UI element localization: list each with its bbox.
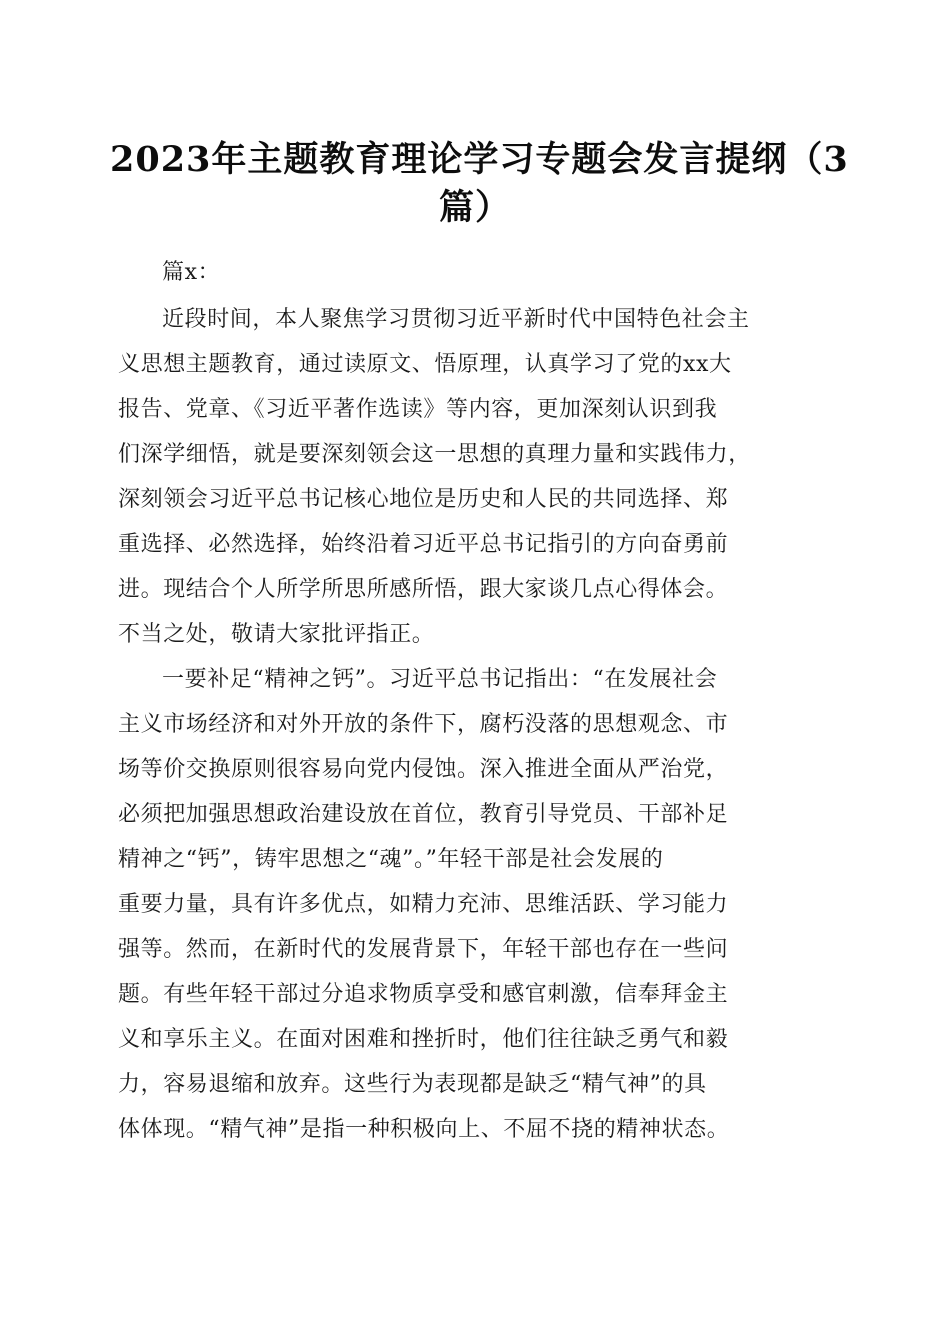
paragraph-1-line: 深刻领会习近平总书记核心地位是历史和人民的共同选择、郑 — [118, 487, 729, 512]
paragraph-1-line: 近段时间，本人聚焦学习贯彻习近平新时代中国特色社会主 — [162, 307, 750, 332]
paragraph-1-line: 重选择、必然选择，始终沿着习近平总书记指引的方向奋勇前 — [118, 532, 729, 557]
paragraph-2-line: 一要补足“精神之钙”。习近平总书记指出：“在发展社会 — [162, 667, 718, 692]
paragraph-2 — [118, 657, 833, 1152]
paragraph-1-line: 们深学细悟，就是要深刻领会这一思想的真理力量和实践伟力， — [118, 442, 751, 467]
paragraph-1-line: 报告、党章、《习近平著作选读》等内容，更加深刻认识到我 — [118, 397, 718, 422]
paragraph-2-line: 体体现。“精气神”是指一种积极向上、不屈不挠的精神状态。 — [118, 1117, 730, 1142]
paragraph-1-line: 义思想主题教育，通过读原文、悟原理，认真学习了党的xx大 — [118, 352, 732, 377]
paragraph-2-line: 必须把加强思想政治建设放在首位，教育引导党员、干部补足 — [118, 802, 729, 827]
paragraph-2-line: 义和享乐主义。在面对困难和挫折时，他们往往缺乏勇气和毅 — [118, 1027, 729, 1052]
paragraph-2-line: 场等价交换原则很容易向党内侵蚀。深入推进全面从严治党， — [118, 757, 729, 782]
paragraph-1-line: 不当之处，敬请大家批评指正。 — [118, 622, 435, 647]
paragraph-2-line: 题。有些年轻干部过分追求物质享受和感官刺激，信奉拜金主 — [118, 982, 729, 1007]
paragraph-2-line: 强等。然而，在新时代的发展背景下，年轻干部也存在一些问 — [118, 937, 729, 962]
title-line-1: 2023年主题教育理论学习专题会发言提纲（3 — [110, 139, 849, 180]
paragraph-2-line: 主义市场经济和对外开放的条件下，腐朽没落的思想观念、市 — [118, 712, 729, 737]
paragraph-1 — [118, 297, 833, 657]
title-line-2: 篇） — [438, 187, 511, 228]
paragraph-2-line: 力，容易退缩和放弃。这些行为表现都是缺乏“精气神”的具 — [118, 1072, 707, 1097]
paragraph-1-line: 进。现结合个人所学所思所感所悟，跟大家谈几点心得体会。 — [118, 577, 729, 602]
paragraph-2-line: 重要力量，具有许多优点，如精力充沛、思维活跃、学习能力 — [118, 892, 729, 917]
document-title — [110, 136, 849, 232]
paragraph-2-line: 精神之“钙”，铸牢思想之“魂”。”年轻干部是社会发展的 — [118, 847, 664, 872]
section-label: 篇x： — [162, 260, 221, 285]
document-body — [118, 250, 833, 1152]
